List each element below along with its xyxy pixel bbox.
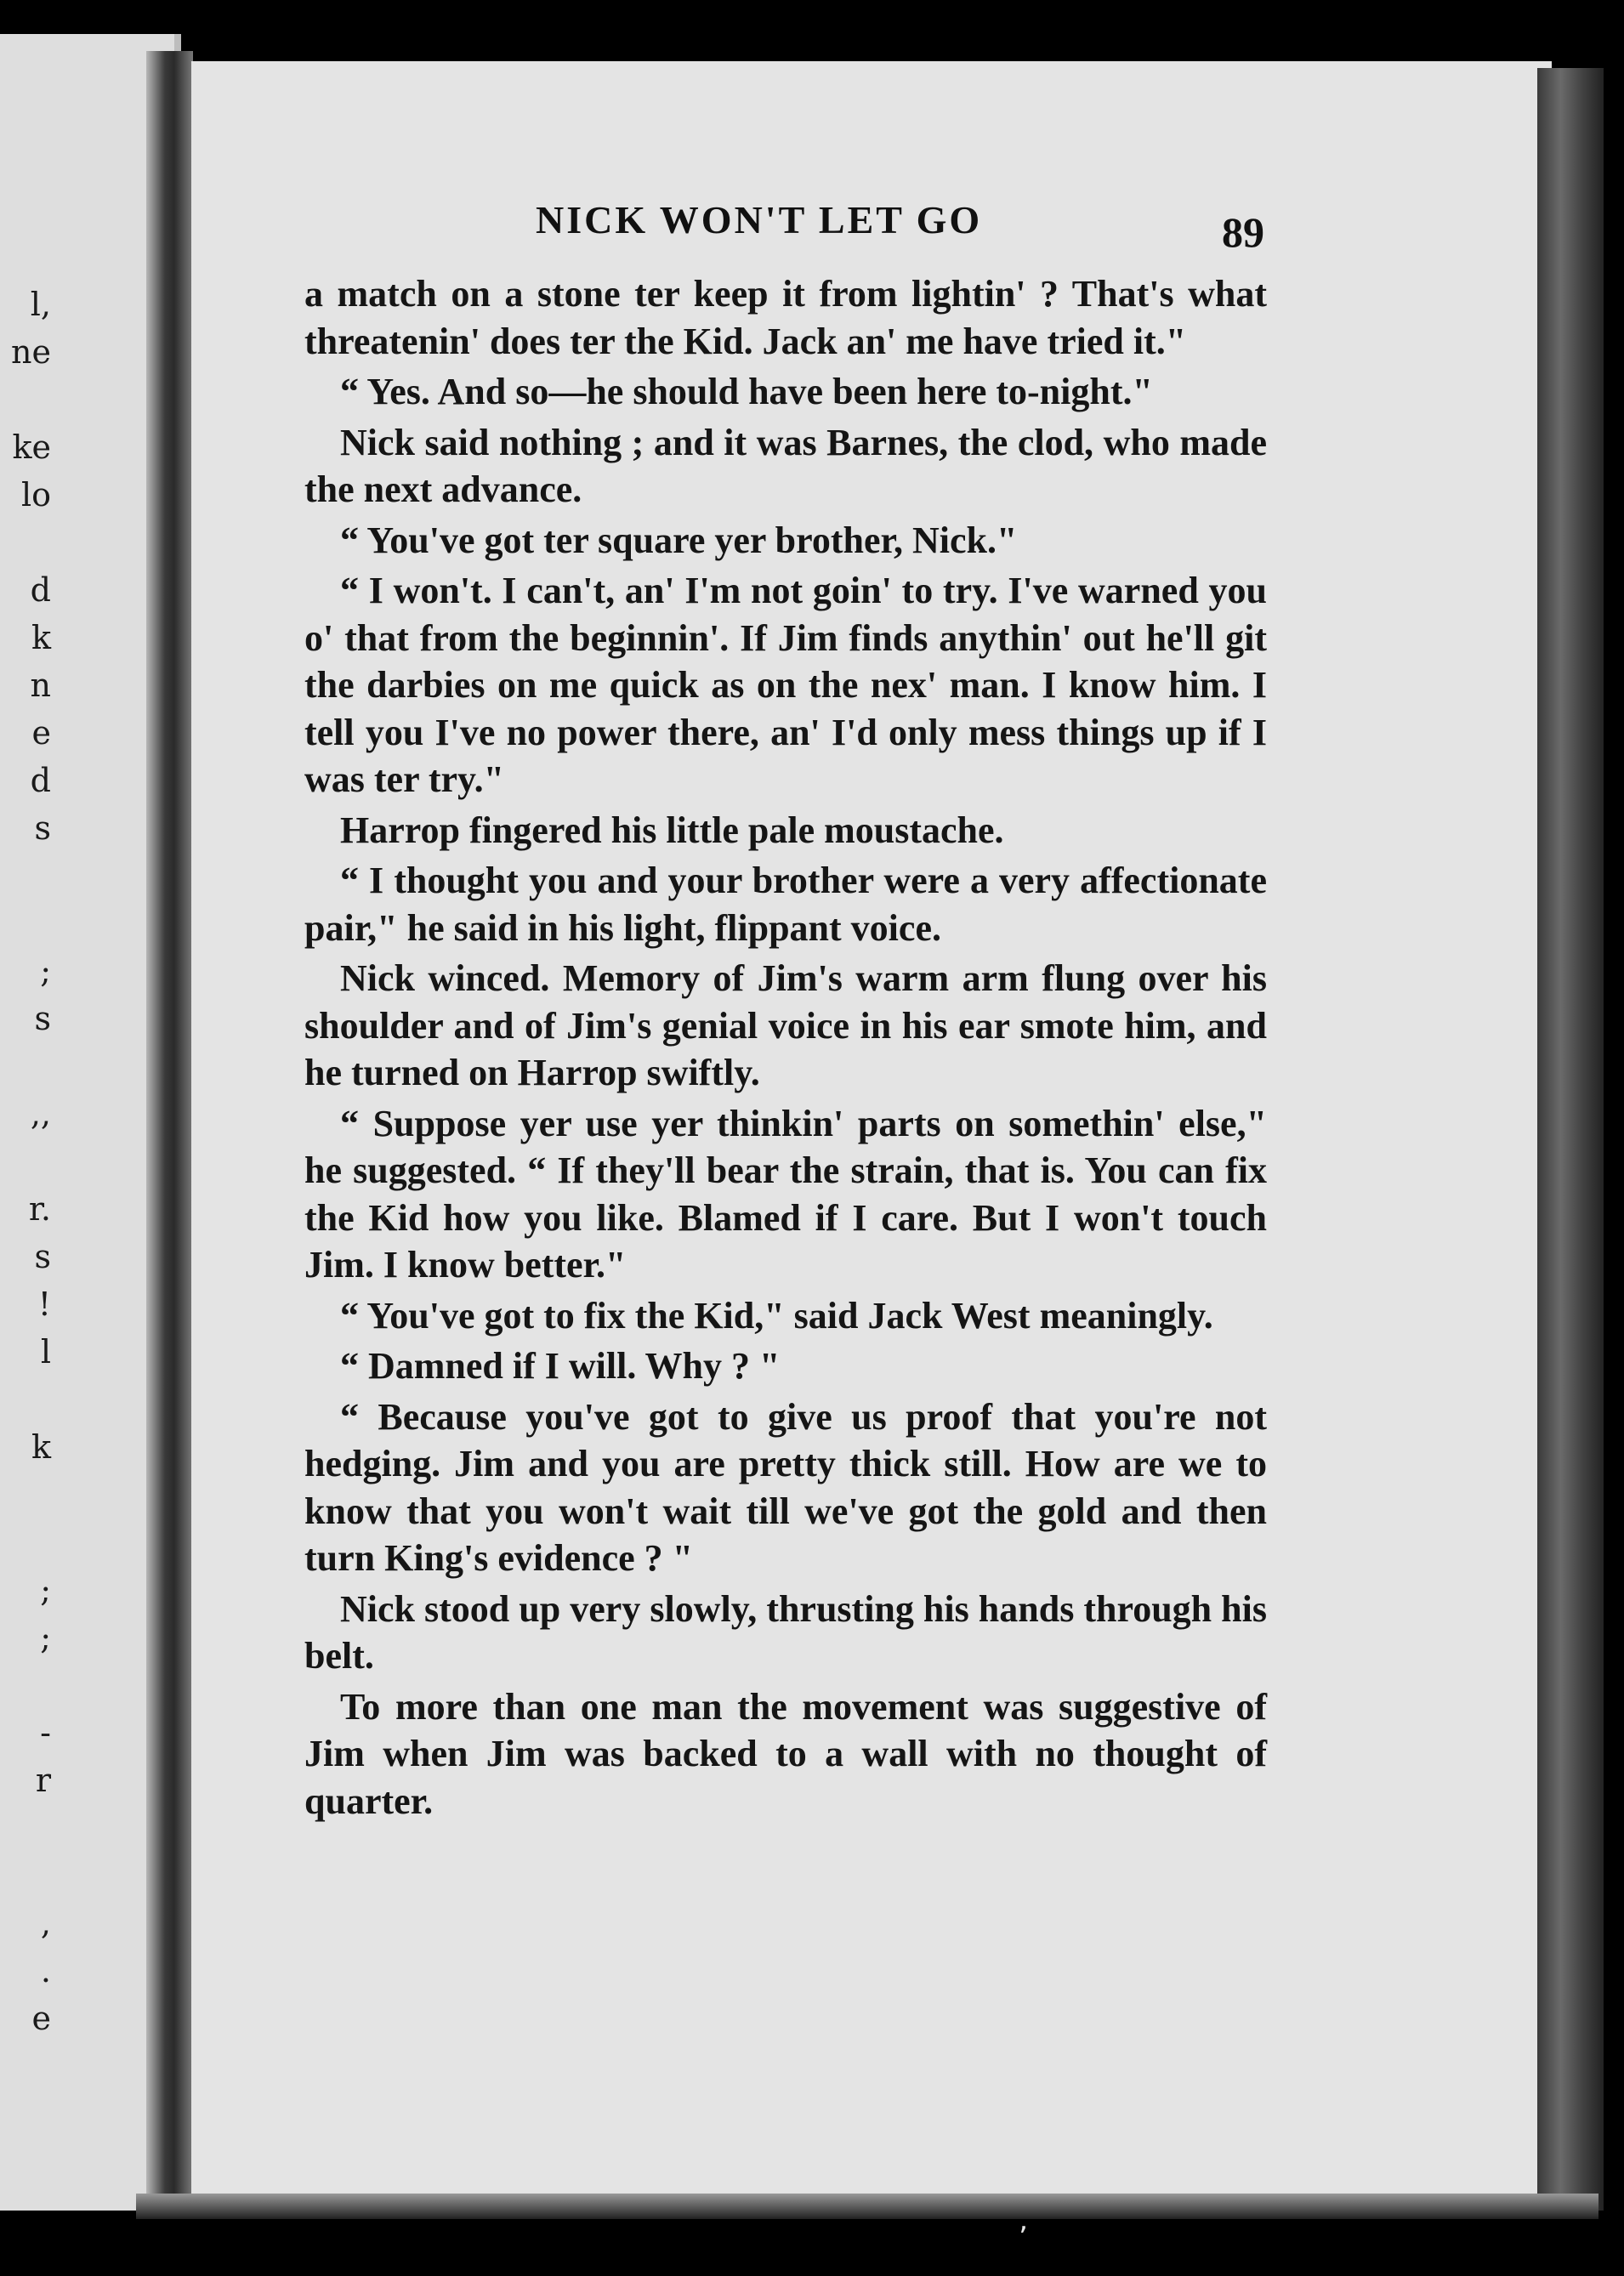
paragraph: To more than one man the movement was suggestive of Jim when Jim was backed to a wall with no thought of quarter.: [304, 1685, 1267, 1822]
page-bottom-shadow: [136, 2194, 1598, 2219]
left-page-fragment: k: [31, 1428, 51, 1466]
paragraph: Nick said nothing ; and it was Barnes, the clod, who made the next advance.: [304, 421, 1267, 510]
left-page-fragment: !: [37, 1286, 51, 1323]
page-number: 89: [1222, 208, 1264, 256]
left-page-fragment: [0, 1376, 51, 1423]
paragraph: “ You've got ter square yer brother, Nick.": [340, 519, 1018, 561]
left-page-fragment: d: [30, 762, 51, 799]
left-page-fragment: .: [40, 1952, 51, 1989]
left-page-text-fragments: [0, 281, 51, 2042]
left-page-fragment: n: [30, 667, 51, 704]
paragraph: Nick stood up very slowly, thrusting his hands through his belt.: [304, 1587, 1267, 1677]
left-page-fragment: [0, 1804, 51, 1852]
book-edge: [1537, 68, 1604, 2211]
paragraph: “ You've got to fix the Kid," said Jack West meaningly.: [340, 1294, 1213, 1337]
left-page-fragment: [0, 1471, 51, 1518]
left-page-fragment: [0, 1852, 51, 1899]
paragraph: “ I thought you and your brother were a very affectionate pair," he said in his light, flippant voice.: [304, 860, 1267, 949]
left-page-fragment: lo: [20, 476, 51, 514]
left-page-fragment: ;: [40, 1571, 51, 1609]
left-page-fragment: l: [40, 1333, 51, 1371]
left-page-fragment: [0, 900, 51, 947]
left-page-fragment: [0, 376, 51, 423]
left-page-fragment: [0, 1042, 51, 1090]
paragraph: “ Because you've got to give us proof that you're not hedging. Jim and you are pretty thick still. How are we to know that you won't wait till we've got the gold and then turn King's evidence ? ": [304, 1395, 1267, 1579]
paragraph: “ Suppose yer use yer thinkin' parts on somethin' else," he suggested. “ If they'll bear the strain, that is. You can fix the Kid how you like. Blamed if I care. But I won't touch Jim. I know better.": [304, 1102, 1267, 1286]
left-page-fragment: l,: [30, 286, 51, 323]
body-text: [304, 270, 1267, 1828]
left-page-fragment: ne: [11, 333, 51, 371]
book-gutter: [146, 51, 193, 2211]
left-page-fragment: r: [35, 1762, 51, 1799]
left-page-fragment: -: [40, 1714, 51, 1751]
left-page-fragment: e: [31, 2000, 51, 2037]
left-page-fragment: r.: [28, 1190, 51, 1228]
paragraph: a match on a stone ter keep it from lightin' ? That's what threatenin' does ter the Kid. Jack an' me have tried it.": [304, 273, 1267, 362]
paragraph: “ Yes. And so—he should have been here to-night.": [340, 371, 1153, 412]
left-page-fragment: s: [34, 1238, 51, 1275]
left-page-fragment: e: [31, 714, 51, 752]
left-page-fragment: ,,: [30, 1095, 51, 1132]
left-page-fragment: [0, 852, 51, 900]
left-page-fragment: k: [31, 619, 51, 656]
left-page-fragment: [0, 1518, 51, 1566]
left-page-fragment: [0, 1138, 51, 1185]
left-page-fragment: [0, 519, 51, 566]
paragraph: “ Damned if I will. Why ? ": [340, 1345, 781, 1387]
left-page-fragment: ,: [40, 1904, 51, 1942]
left-page-fragment: ;: [40, 952, 51, 990]
footer-mark: ʼ: [1019, 2221, 1028, 2255]
left-page-fragment: [0, 1661, 51, 1709]
left-page-fragment: s: [34, 809, 51, 847]
left-page-fragment: d: [30, 571, 51, 609]
left-page-fragment: ke: [12, 429, 51, 466]
running-head: NICK WON'T LET GO: [536, 198, 983, 241]
paragraph: “ I won't. I can't, an' I'm not goin' to try. I've warned you o' that from the beginnin'. If Jim finds anythin' out he'll git the darbies on me quick as on the nex' man. I know him. I tell you I've no power there, an' I'd only mess things up if I was ter try.": [304, 570, 1267, 800]
paragraph: Harrop fingered his little pale moustache.: [340, 809, 1004, 851]
left-page-fragment: ;: [40, 1619, 51, 1656]
paragraph: Nick winced. Memory of Jim's warm arm flung over his shoulder and of Jim's genial voice in his ear smote him, and he turned on Harrop swiftly.: [304, 957, 1267, 1093]
left-page-fragment: s: [34, 1000, 51, 1037]
